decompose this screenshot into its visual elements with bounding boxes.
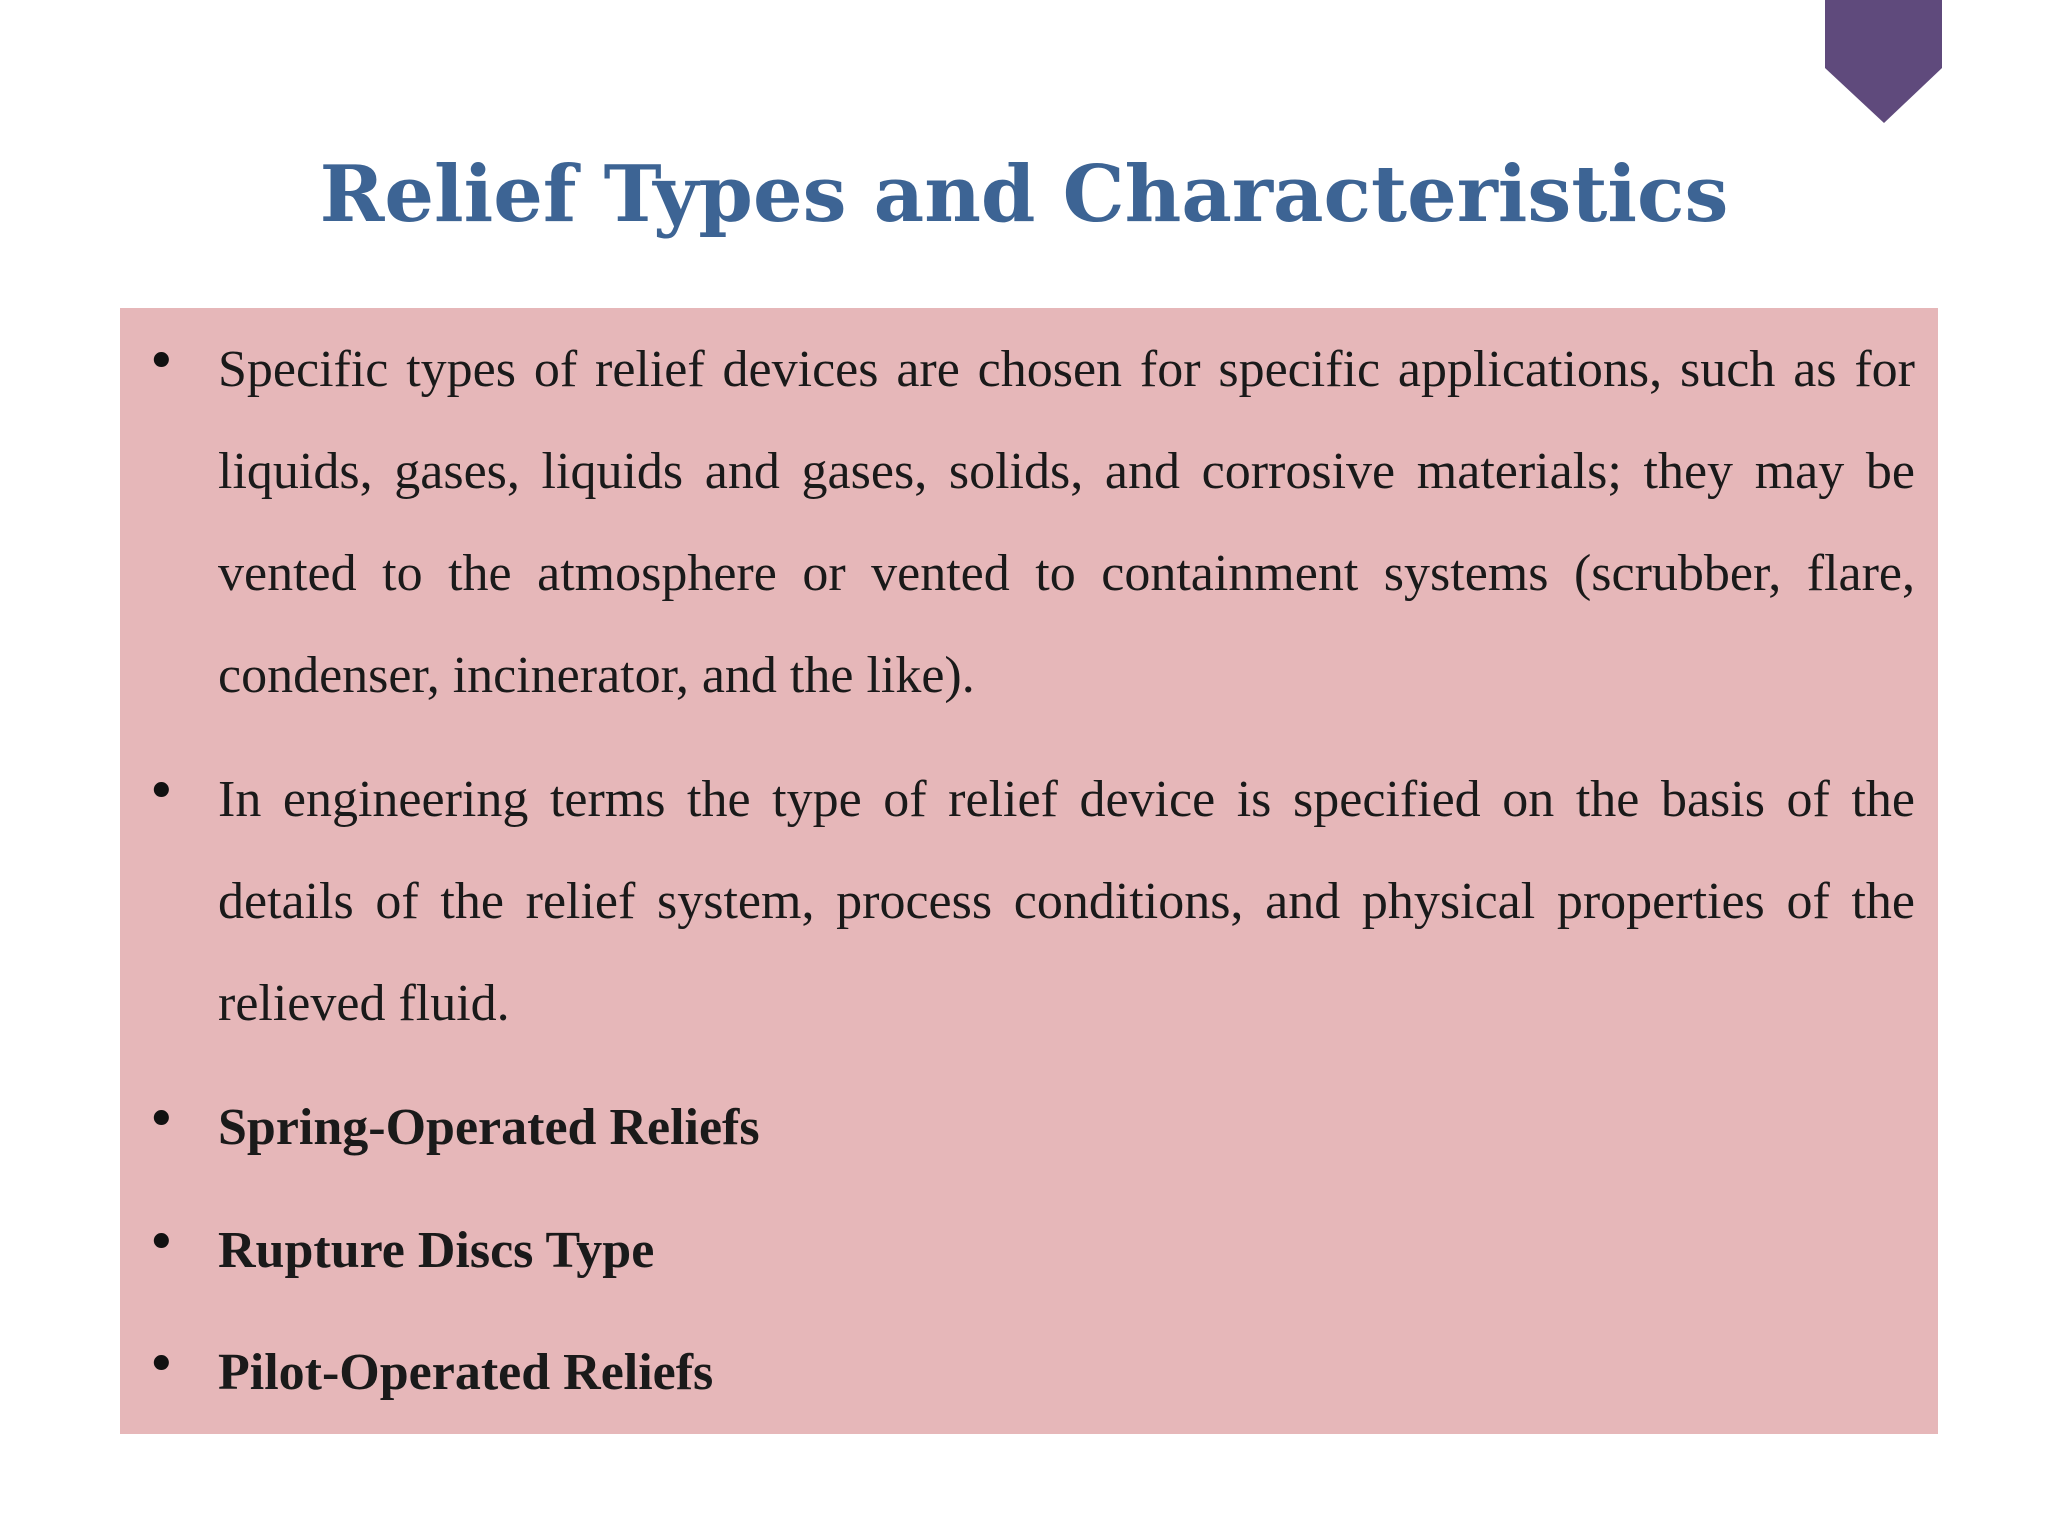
bullet-icon: • <box>146 762 177 822</box>
bookmark-icon <box>1825 0 1942 123</box>
corner-bookmark-shape <box>1825 0 1942 123</box>
bullet-text: Specific types of relief devices are chosen for specific applications, such as for liquids, gases, liquids and gases, solids, and corrosive materials; they may be vented to the atmosphere or vented to containment systems (scrubber, flare, condenser, incinerator, and the like). <box>218 341 1915 704</box>
bullet-text: Rupture Discs Type <box>218 1222 655 1279</box>
bullet-icon: • <box>146 1335 177 1395</box>
slide-title: Relief Types and Characteristics <box>319 149 1729 240</box>
bullet-text: Pilot-Operated Reliefs <box>218 1344 714 1401</box>
bullet-icon: • <box>146 1213 177 1273</box>
bullet-icon: • <box>146 332 177 392</box>
bullet-icon: • <box>146 1090 177 1150</box>
bullet-text: In engineering terms the type of relief device is specified on the basis of the details of the relief system, process conditions, and physical properties of the relieved fluid. <box>218 771 1915 1032</box>
bullet-text: Spring-Operated Reliefs <box>218 1099 760 1156</box>
